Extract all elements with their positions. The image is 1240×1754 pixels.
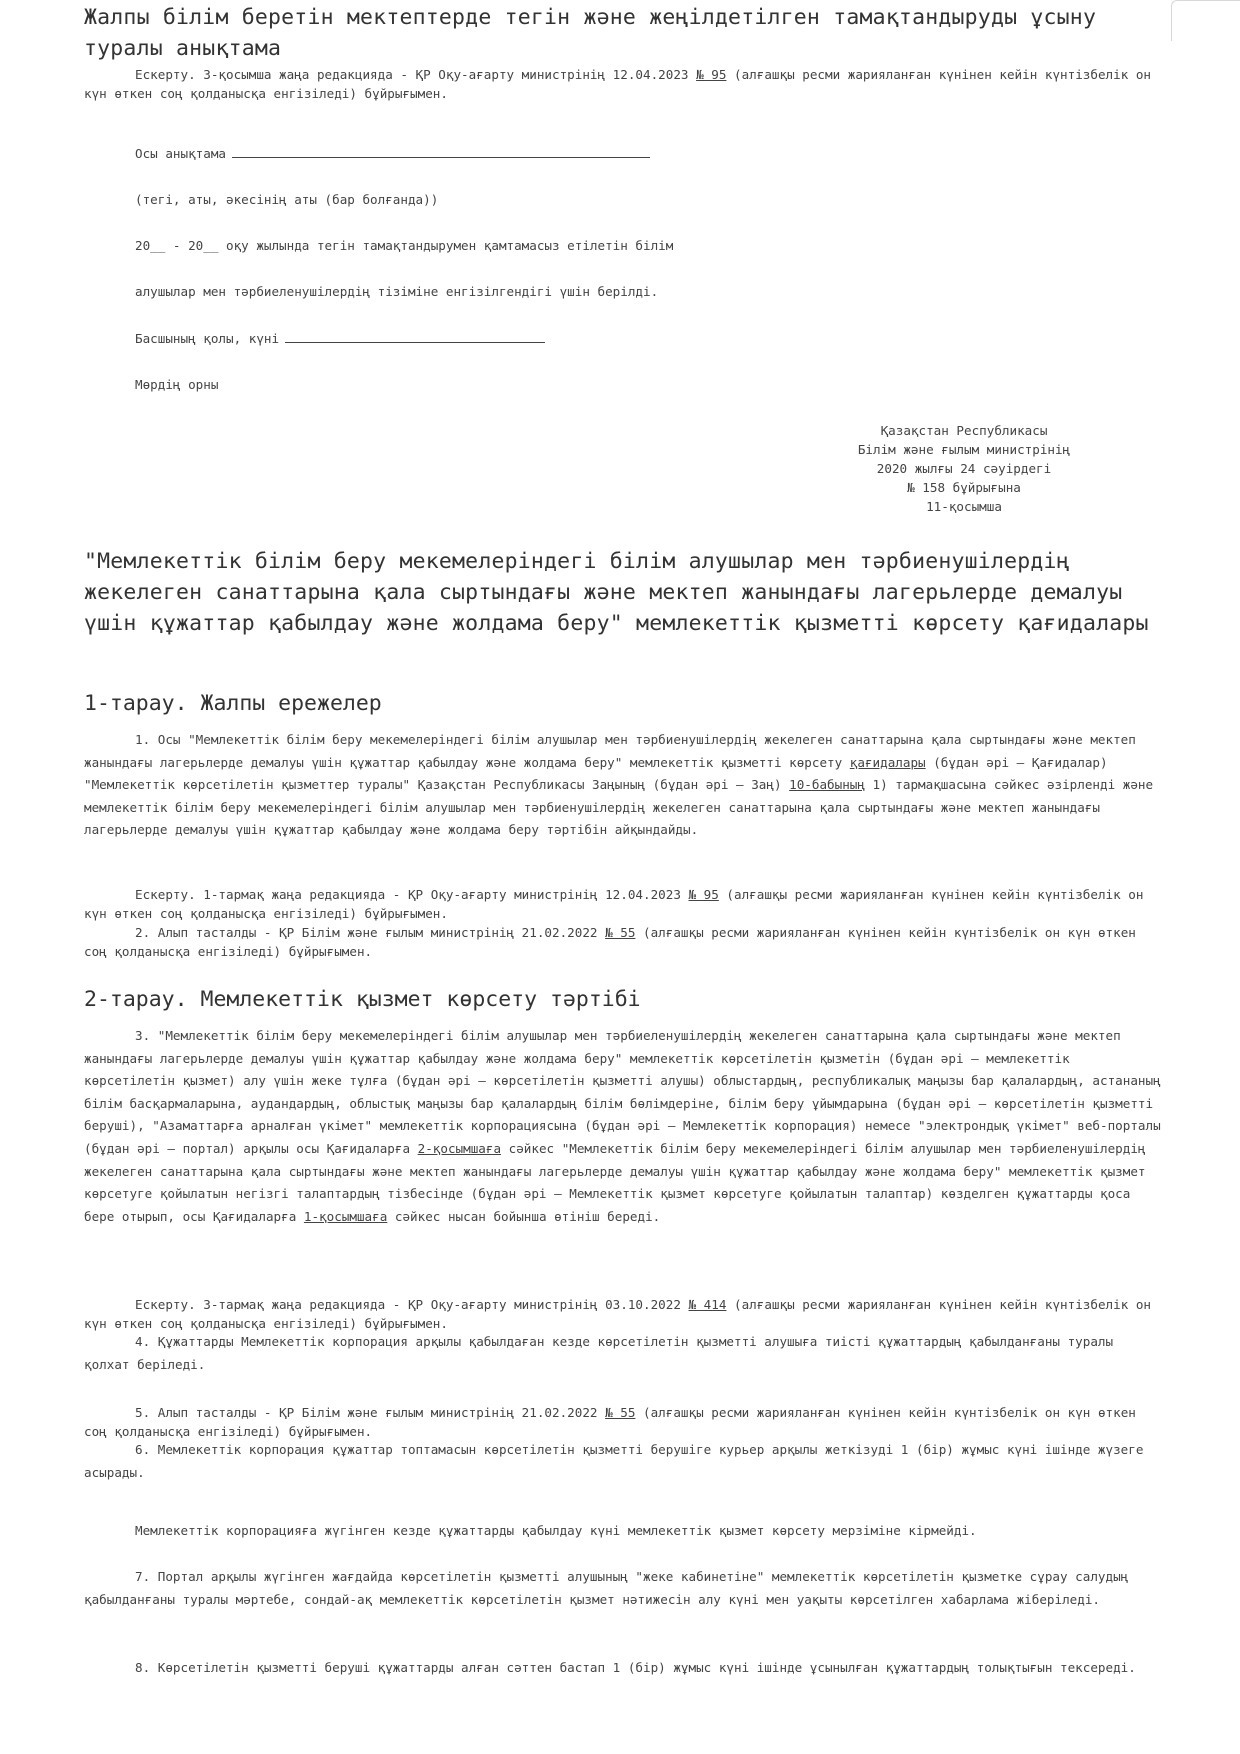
paragraph-7 (84, 1566, 1164, 1611)
appendix-note (84, 66, 1164, 103)
paragraph-4 (84, 1331, 1164, 1376)
order-link[interactable]: № 95 (696, 67, 727, 82)
paragraph-text: 3. "Мемлекеттік білім беру мекемелеріндегі білім алушылар мен тәрбиеленушілердің жекелеген санаттарына қала сыртындағы және мектеп жанындағы лагерьлерде демалуы үшін құжаттар қабылдау және жолдама беру" мемлекеттік көрсетілетін қызметін (бұдан әрі – мемлекеттік көрсетілетін қызмет) алу үшін жеке тұлға (бұдан әрі – көрсетілетін қызметті алушы) облыстардың, республикалық маңызы бар қалалардың, астананың білім басқармаларына, аудандардың, облыстық маңызы бар қалалардың білім бөлімдеріне, білім беру ұйымдарына (бұдан әрі – көрсетілетін қызметті беруші), "Азаматтарға арналған үкімет" мемлекеттік корпорациясына (бұдан әрі – Мемлекеттік корпорация) немесе "электрондық үкімет" веб-порталы (бұдан әрі – портал) арқылы осы Қағидаларға (84, 1028, 1161, 1156)
paragraph-2 (84, 924, 1164, 961)
order-link[interactable]: № 55 (605, 925, 636, 940)
form-line: (тегі, аты, әкесінің аты (бар болғанда)) (135, 192, 439, 207)
paragraph-text: 6. Мемлекеттік корпорация құжаттар топтамасын көрсетілетін қызметті берушіге курьер арқылы жеткізуді 1 (бір) жұмыс күні ішінде жүзеге асырады. (84, 1442, 1144, 1480)
order-link[interactable]: № 95 (688, 887, 719, 902)
appendix-stamp (814, 421, 1114, 516)
paragraph-3 (84, 1025, 1164, 1228)
form-line: 20__ - 20__ оқу жылында тегін тамақтандырумен қамтамасыз етілетін білім (135, 238, 674, 253)
paragraph-text: 7. Портал арқылы жүгінген жағдайда көрсетілетін қызметті алушының "жеке кабинетіне" мемлекеттік көрсетілетін қызметке сұрау салудың қабылданғаны туралы мәртебе, сондай-ақ мемлекеттік көрсетілетін қызмет нәтижесін алу күні мен уақыты көрсетілген хабарлама жіберіледі. (84, 1569, 1129, 1607)
order-link[interactable]: № 414 (688, 1297, 727, 1312)
article-10-link[interactable]: 10-бабының (789, 777, 865, 793)
appendix-title: Жалпы білім беретін мектептерде тегін және жеңілдетілген тамақтандыруды ұсыну туралы анықтама (84, 5, 1097, 61)
paragraph-text: (бұдан әрі – Қағидалар) "Мемлекеттік көрсетілетін қызметтер туралы" Қазақстан Республикасы Заңының (бұдан әрі – Заң) (84, 754, 1108, 793)
form-signature-line (135, 329, 545, 349)
note-text: Ескерту. 3-қосымша жаңа редакцияда - ҚР Оқу-ағарту министрінің 12.04.2023 (135, 67, 697, 82)
order-link[interactable]: № 55 (605, 1405, 636, 1420)
paragraph-text: 8. Көрсетілетін қызметті беруші құжаттарды алған сәттен бастап 1 (бір) жұмыс күні ішінде ұсынылған құжаттардың толықтығын тексереді. (135, 1660, 1136, 1675)
form-line: алушылар мен тәрбиеленушілердің тізіміне енгізілгендігі үшін берілді. (135, 284, 659, 299)
form-label: Осы анықтама (135, 146, 226, 161)
stamp-line: № 158 бұйрығына (907, 480, 1021, 495)
form-name-line (135, 144, 650, 164)
stamp-line: 2020 жылғы 24 сәуірдегі (876, 461, 1052, 476)
paragraph-text: Мемлекеттік корпорацияға жүгінген кезде құжаттарды қабылдау күні мемлекеттік қызмет көрсету мерзіміне кірмейді. (135, 1523, 977, 1538)
note-text: (алғашқы ресми жарияланған күнінен кейін күнтізбелік он күн өткен соң қолданысқа енгізіледі) бұйрығымен. (84, 925, 1136, 959)
note-text: Ескерту. 1-тармақ жаңа редакцияда - ҚР Оқу-ағарту министрінің 12.04.2023 (135, 887, 689, 902)
appendix-1-link[interactable]: 1-қосымшаға (303, 1208, 388, 1224)
note-paragraph-1 (84, 886, 1164, 923)
stamp-line: Білім және ғылым министрінің (857, 442, 1071, 457)
paragraph-6b (84, 1520, 1164, 1543)
signature-blank-field (285, 330, 545, 343)
paragraph-text: 1. Осы "Мемлекеттік білім беру мекемелеріндегі білім алушылар мен тәрбиенушілердің жекелеген санаттарына қала сыртындағы және мектеп жанындағы лагерьлерде демалуы үшін құжаттар қабылдау және жолдама беру" мемлекеттік қызметті көрсету (84, 732, 1136, 770)
form-line: Мөрдің орны (135, 377, 219, 392)
paragraph-5 (84, 1404, 1164, 1441)
paragraph-8 (84, 1657, 1164, 1680)
note-text: (алғашқы ресми жарияланған күнінен кейін күнтізбелік он күн өткен соң қолданысқа енгізіледі) бұйрығымен. (84, 887, 1144, 921)
paragraph-text: сәйкес нысан бойынша өтініш береді. (387, 1208, 661, 1224)
chapter-2-heading: 2-тарау. Мемлекеттік қызмет көрсету тәртібі (84, 987, 641, 1012)
paragraph-1 (84, 729, 1164, 842)
note-text: (алғашқы ресми жарияланған күнінен кейін күнтізбелік он күн өткен соң қолданысқа енгізіледі) бұйрығымен. (84, 67, 1152, 101)
floating-panel-edge (1171, 0, 1240, 41)
note-text: (алғашқы ресми жарияланған күнінен кейін күнтізбелік он күн өткен соң қолданысқа енгізіледі) бұйрығымен. (84, 1297, 1152, 1331)
chapter-1-heading: 1-тарау. Жалпы ережелер (84, 691, 382, 716)
note-text: Ескерту. 3-тармақ жаңа редакцияда - ҚР Оқу-ағарту министрінің 03.10.2022 (135, 1297, 689, 1312)
stamp-line: Қазақстан Республикасы (880, 423, 1048, 438)
paragraph-6 (84, 1439, 1164, 1484)
paragraph-text: 4. Құжаттарды Мемлекеттік корпорация арқылы қабылдаған кезде көрсетілетін қызметті алушыға тиісті құжаттардың қабылданғаны туралы қолхат беріледі. (84, 1334, 1114, 1372)
note-text: 5. Алып тасталды - ҚР Білім және ғылым министрінің 21.02.2022 (135, 1405, 606, 1420)
paragraph-text: сәйкес "Мемлекеттік білім беру мекемелеріндегі білім алушылар мен тәрбиеленушілердің жекелеген санаттарына қала сыртындағы және мектеп жанындағы лагерьлерде демалуы үшін құжаттар қабылдау және жолдама беру" мемлекеттік қызмет көрсетуге қойылатын негізгі талаптардың тізбесінде (бұдан әрі – Мемлекеттік қызмет көрсетуге қойылатын талаптар) көзделген құжаттарды қоса бере отырып, осы Қағидаларға (84, 1140, 1146, 1224)
note-text: (алғашқы ресми жарияланған күнінен кейін күнтізбелік он күн өткен соң қолданысқа енгізіледі) бұйрығымен. (84, 1405, 1136, 1439)
form-label: Басшының қолы, күні (135, 331, 280, 346)
rules-title: "Мемлекеттік білім беру мекемелеріндегі білім алушылар мен тәрбиенушілердің жекелеген санаттарына қала сыртындағы және мектеп жанындағы лагерьлерде демалуы үшін құжаттар қабылдау және жолдама беру" мемлекеттік қызметті көрсету қағидалары (84, 549, 1149, 636)
note-text: 2. Алып тасталды - ҚР Білім және ғылым министрінің 21.02.2022 (135, 925, 606, 940)
stamp-line: 11-қосымша (926, 499, 1002, 514)
note-paragraph-3 (84, 1296, 1164, 1333)
paragraph-text: 1) тармақшасына сәйкес әзірленді және мемлекеттік білім беру мекемелеріндегі білім алушылар мен тәрбиенушілердің жекелеген санаттарына қала сыртындағы және мектеп жанындағы лагерьлерде демалуы үшін құжаттар қабылдау және жолдама беру тәртібін айқындайды. (84, 777, 1154, 838)
appendix-2-link[interactable]: 2-қосымшаға (417, 1140, 502, 1156)
rules-link[interactable]: қағидалары (849, 754, 926, 770)
name-blank-field (232, 145, 650, 158)
